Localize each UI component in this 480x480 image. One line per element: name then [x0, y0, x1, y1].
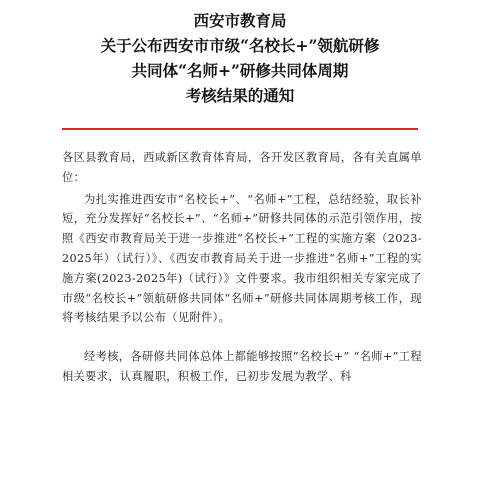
- title-issuer: 西安市教育局: [193, 11, 287, 30]
- body-paragraph-2: 经考核，各研修共同体总体上都能够按照“名校长+” “名师+”工程相关要求，认真履职，积极工作，已初步发展为教学、科: [62, 350, 422, 383]
- title-line-3: 考核结果的通知: [185, 86, 295, 105]
- document-title: [0, 8, 480, 108]
- title-line-2: 共同体“名师+”研修共同体周期: [131, 61, 349, 80]
- salutation: 各区县教育局，西咸新区教育体育局，各开发区教育局，各有关直属单位：: [62, 151, 422, 184]
- red-divider: [62, 128, 418, 130]
- title-line-1: 关于公布西安市市级“名校长+”领航研修: [100, 36, 380, 55]
- body-paragraph-1: 为扎实推进西安市“名校长+”、“名师+”工程，总结经验，取长补短，充分发挥好“名校长+”、“名师+”研修共同体的示范引领作用，按照《西安市教育局关于进一步推进“名校长+”工程的实施方案（2023-2025年）（试行）》、《西安市教育局关于进一步推进“名师+”工程的实施方案(2023-2025年)（试行）》文件要求。我市组织相关专家完成了市级“名校长+”领航研修共同体“名师+”研修共同体周期考核工作，现将考核结果予以公布（见附件）。: [62, 192, 422, 325]
- notice-body: [62, 148, 422, 387]
